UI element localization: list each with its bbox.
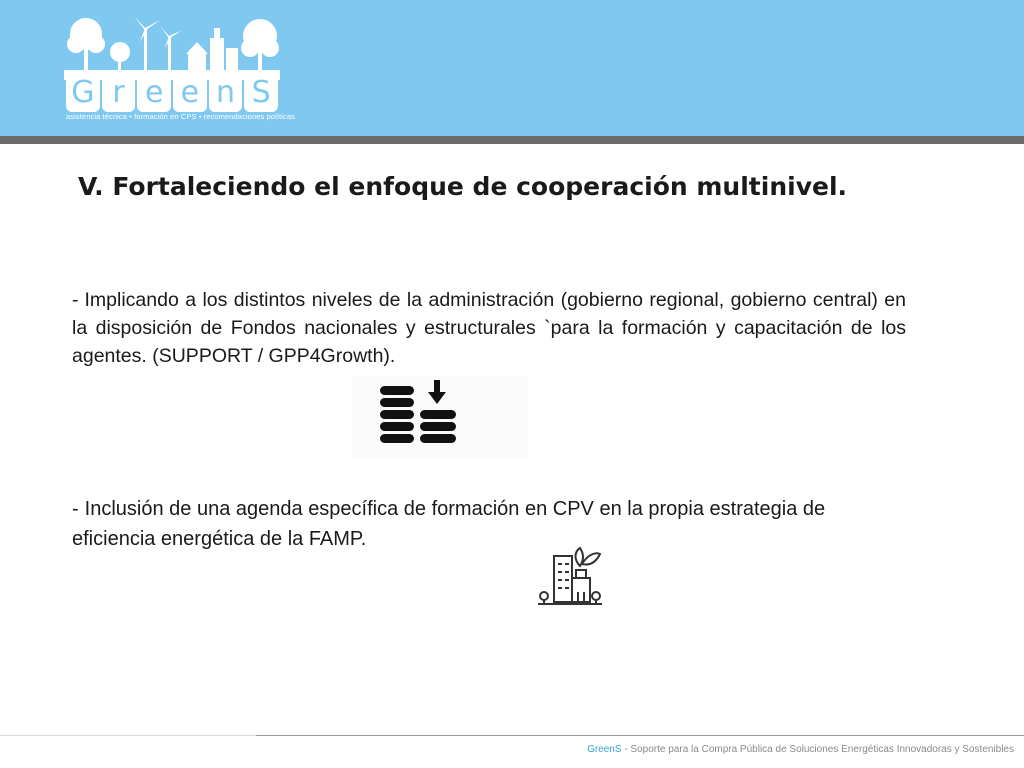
bullet-dash: - (72, 289, 79, 311)
greens-logo (64, 14, 295, 124)
header-banner (0, 0, 1024, 136)
logo-tagline: asistencia técnica • formación en CPS • recomendaciones políticas (66, 112, 295, 121)
logo-letter: G (66, 74, 100, 112)
green-building-icon (534, 538, 606, 610)
bullet-dash: - (72, 498, 79, 520)
footer-divider (0, 735, 256, 736)
logo-skyline-icon (64, 14, 280, 80)
bullet-text: Inclusión de una agenda específica de formación en CPV en la propia estrategia de eficiencia energética de la FAMP. (72, 498, 826, 550)
bullet-paragraph-2 (72, 494, 906, 554)
footer-divider (256, 735, 1024, 736)
footer-text: - Soporte para la Compra Pública de Soluciones Energéticas Innovadoras y Sostenibles (621, 744, 1014, 755)
logo-wordmark (66, 74, 278, 112)
logo-letter: r (102, 74, 136, 112)
header-divider (0, 136, 1024, 144)
logo-letter: e (137, 74, 171, 112)
bullet-text: Implicando a los distintos niveles de la administración (gobierno regional, gobierno central) en la disposición de Fondos nacionales y estructurales `para la formación y capacitación de los agentes. (SUPPORT / GPP4Growth). (72, 289, 906, 367)
footer-brand: GreenS (587, 744, 622, 755)
logo-letter: e (173, 74, 207, 112)
bullet-paragraph-1 (72, 286, 906, 370)
footer-caption (587, 744, 1014, 755)
coins-stack-download-icon (352, 376, 528, 458)
slide-title: V. Fortaleciendo el enfoque de cooperación multinivel. (78, 172, 848, 201)
logo-letter: n (209, 74, 243, 112)
logo-letter: S (244, 74, 278, 112)
